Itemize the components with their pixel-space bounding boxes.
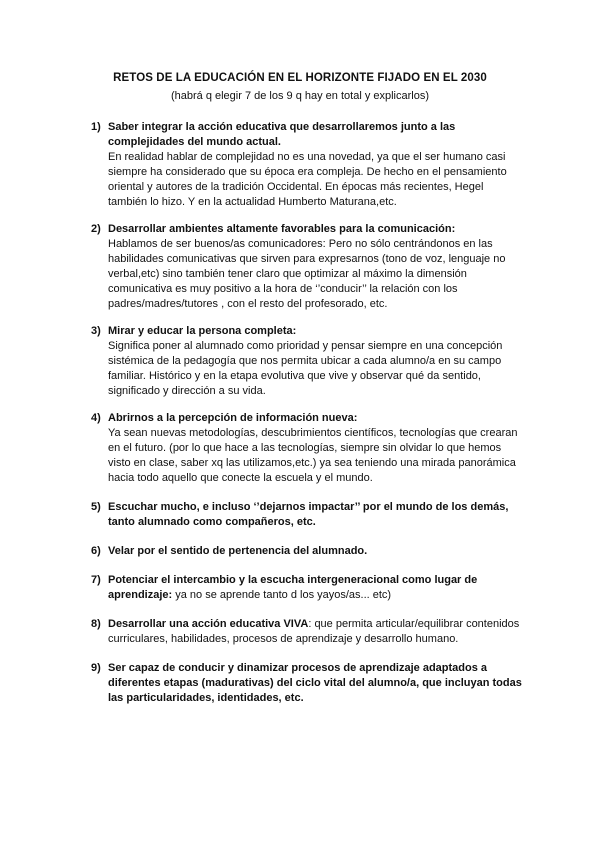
item-content bbox=[108, 544, 528, 559]
item-mixed-line bbox=[108, 617, 528, 632]
item-heading-line: Velar por el sentido de pertenencia del alumnado. bbox=[108, 545, 368, 557]
item-heading-line: Saber integrar la acción educativa que desarrollaremos junto a las bbox=[108, 121, 456, 133]
item-body-line: significado y dirección a su vida. bbox=[108, 385, 266, 397]
item-heading-line: Potenciar el intercambio y la escucha intergeneracional como lugar de bbox=[108, 574, 478, 586]
item-body-line: verbal,etc) sino también tener claro que optimizar al máximo la dimensión bbox=[108, 268, 467, 280]
item-heading-line: complejidades del mundo actual. bbox=[108, 136, 281, 148]
item-number: 9) bbox=[91, 662, 101, 674]
item-body-line: curriculares, habilidades, procesos de aprendizaje y desarrollo humano. bbox=[108, 633, 459, 645]
item-body-line: padres/madres/tutores , con el resto del profesorado, etc. bbox=[108, 298, 388, 310]
item-body-line: también lo hizo. Y en la actualidad Humberto Maturana,etc. bbox=[108, 196, 397, 208]
item-heading-line: Escuchar mucho, e incluso ‘’dejarnos impactar’’ por el mundo de los demás, bbox=[108, 501, 509, 513]
item-body-line: habilidades comunicativas que sirven para expresarnos (tono de voz, lenguaje no bbox=[108, 253, 506, 265]
item-heading-line: las particularidades, identidades, etc. bbox=[108, 692, 304, 704]
item-body-line: en el futuro. (por lo que hace a las tecnologías, siempre sin olvidar lo que hemos bbox=[108, 442, 502, 454]
item-content bbox=[108, 324, 528, 399]
item-body-line: siempre ha considerado que su época era compleja. De hecho en el pensamiento bbox=[108, 166, 507, 178]
item-content bbox=[108, 500, 528, 530]
item-number: 8) bbox=[91, 618, 101, 630]
item-mixed-bold: aprendizaje: bbox=[108, 589, 173, 601]
item-number: 2) bbox=[91, 223, 101, 235]
item-mixed-line bbox=[108, 588, 528, 603]
item-number: 6) bbox=[91, 545, 101, 557]
item-heading-line: Mirar y educar la persona completa: bbox=[108, 325, 297, 337]
item-mixed-normal: ya no se aprende tanto d los yayos/as... etc) bbox=[172, 589, 392, 601]
item-content bbox=[108, 120, 528, 210]
item-mixed-bold: Desarrollar una acción educativa VIVA bbox=[108, 618, 309, 630]
document-title: RETOS DE LA EDUCACIÓN EN EL HORIZONTE FIJADO EN EL 2030 bbox=[113, 72, 487, 84]
item-body-line: comunicativa es muy positivo a la hora de ‘’conducir’’ la relación con los bbox=[108, 283, 458, 295]
item-heading-line: Abrirnos a la percepción de información nueva: bbox=[108, 412, 358, 424]
item-heading-line: tanto alumnado como compañeros, etc. bbox=[108, 516, 316, 528]
item-body-line: En realidad hablar de complejidad no es una novedad, ya que el ser humano casi bbox=[108, 151, 506, 163]
item-heading-line: diferentes etapas (madurativas) del ciclo vital del alumno/a, que incluyan todas bbox=[108, 677, 522, 689]
item-body-line: visto en clase, saber xq las utilizamos,etc.) ya sea teniendo una mirada panorámica bbox=[108, 457, 516, 469]
item-body-line: Ya sean nuevas metodologías, descubrimientos científicos, tecnologías que crearan bbox=[108, 427, 518, 439]
item-heading-line: Ser capaz de conducir y dinamizar procesos de aprendizaje adaptados a bbox=[108, 662, 488, 674]
item-content bbox=[108, 411, 528, 486]
item-body-line: oriental y autores de la tradición Occidental. En épocas más recientes, Hegel bbox=[108, 181, 484, 193]
item-mixed-normal: : que permita articular/equilibrar contenidos bbox=[308, 618, 520, 630]
document-subtitle: (habrá q elegir 7 de los 9 q hay en total y explicarlos) bbox=[170, 90, 430, 102]
item-body-line: hacia todo aquello que conecte la escuela y el mundo. bbox=[108, 472, 373, 484]
item-number: 7) bbox=[91, 574, 101, 586]
item-body-line: sistémica de la pedagogía que nos permita ubicar a cada alumno/a en su campo bbox=[108, 355, 502, 367]
item-content bbox=[108, 617, 528, 647]
item-number: 4) bbox=[91, 412, 101, 424]
item-body-line: Significa poner al alumnado como prioridad y pensar siempre en una concepción bbox=[108, 340, 503, 352]
item-number: 5) bbox=[91, 501, 101, 513]
item-body-line: familiar. Histórico y en la etapa evolutiva que vive y observar qué da sentido, bbox=[108, 370, 481, 382]
item-content bbox=[108, 573, 528, 603]
item-content bbox=[108, 222, 528, 312]
item-number: 1) bbox=[91, 121, 101, 133]
item-number: 3) bbox=[91, 325, 101, 337]
item-content bbox=[108, 661, 528, 706]
item-body-line: Hablamos de ser buenos/as comunicadores: Pero no sólo centrándonos en las bbox=[108, 238, 493, 250]
item-heading-line: Desarrollar ambientes altamente favorables para la comunicación: bbox=[108, 223, 456, 235]
